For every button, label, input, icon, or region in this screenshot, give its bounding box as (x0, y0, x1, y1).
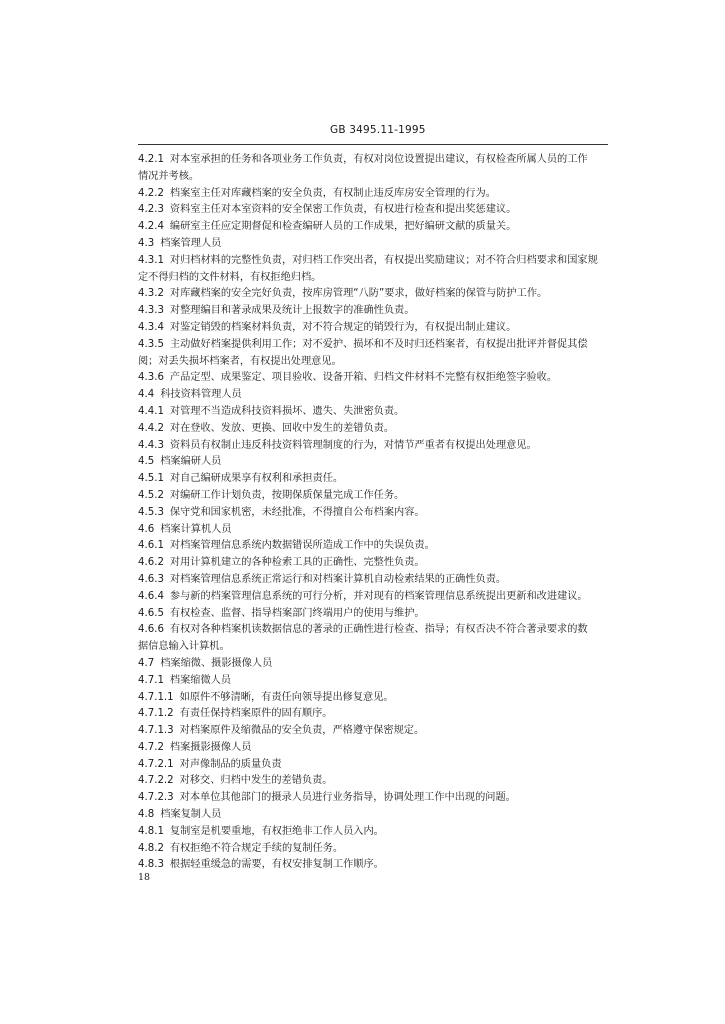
text-line (138, 169, 608, 186)
text-line (138, 555, 608, 572)
clause-text: 对移交、归档中发生的差错负责。 (179, 775, 333, 787)
clause-number: 4.3.5 (138, 338, 164, 350)
clause-number: 4.7.1 (138, 674, 164, 686)
clause-text: 参与新的档案管理信息系统的可行分析，并对现有的档案管理信息系统提出更新和改进建议。 (169, 590, 588, 602)
clause-text: 对编研工作计划负责，按期保质保量完成工作任务。 (169, 489, 405, 501)
clause-number: 4.3.6 (138, 372, 164, 384)
text-line (138, 303, 608, 320)
text-line (138, 824, 608, 841)
text-line (138, 236, 608, 253)
page-header: GB 3495.11-1995 (330, 124, 426, 136)
clause-text: 有权拒绝不符合规定手续的复制任务。 (169, 842, 344, 854)
clause-text: 对用计算机建立的各种检索工具的正确性、完整性负责。 (169, 557, 425, 569)
text-line (138, 488, 608, 505)
text-line (138, 522, 608, 539)
clause-number: 4.6.2 (138, 557, 164, 569)
clause-text: 对档案管理信息系统正常运行和对档案计算机自动检索结果的正确性负责。 (169, 573, 507, 585)
clause-number: 4.2.1 (138, 154, 164, 165)
text-line (138, 790, 608, 807)
clause-text: 定不得归档的文件材料，有权拒绝归档。 (138, 271, 322, 283)
text-line (138, 572, 608, 589)
text-line (138, 857, 608, 874)
text-line (138, 152, 608, 169)
clause-number: 4.7.2 (138, 741, 164, 753)
text-line (138, 807, 608, 824)
text-line (138, 202, 608, 219)
text-line (138, 421, 608, 438)
clause-text: 有权对各种档案机读数据信息的著录的正确性进行检查、指导；有权否决不符合著录要求的数 (169, 624, 588, 636)
clause-number: 4.5 (138, 456, 155, 468)
clause-number: 4.3.4 (138, 321, 164, 333)
clause-text: 复制室是机要重地，有权拒绝非工作人员入内。 (169, 825, 384, 837)
text-line (138, 186, 608, 203)
clause-text: 科技资料管理人员 (160, 389, 242, 401)
text-line (138, 320, 608, 337)
clause-text: 保守党和国家机密，未经批准，不得擅自公布档案内容。 (169, 506, 425, 518)
clause-number: 4.3 (138, 237, 155, 249)
text-line (138, 370, 608, 387)
clause-number: 4.7.1.2 (138, 708, 174, 720)
clause-number: 4.6.4 (138, 590, 164, 602)
clause-text: 有责任保持档案原件的固有顺序。 (179, 708, 333, 720)
text-line (138, 723, 608, 740)
clause-text: 对档案管理信息系统内数据错误所造成工作中的失误负责。 (169, 540, 435, 552)
clause-text: 档案编研人员 (160, 456, 222, 468)
clause-text: 对本单位其他部门的摄录人员进行业务指导，协调处理工作中出现的问题。 (179, 792, 516, 804)
text-line (138, 757, 608, 774)
clause-number: 4.7.2.2 (138, 775, 174, 787)
clause-text: 档案计算机人员 (160, 523, 232, 535)
clause-number: 4.2.3 (138, 204, 164, 216)
clause-number: 4.7.2.3 (138, 792, 174, 804)
text-line (138, 538, 608, 555)
clause-number: 4.8 (138, 809, 155, 821)
text-line (138, 253, 608, 270)
text-line (138, 270, 608, 287)
clause-number: 4.7.2.1 (138, 758, 174, 770)
clause-number: 4.6.3 (138, 573, 164, 585)
clause-text: 对归档材料的完整性负责，对归档工作突出者，有权提出奖励建议；对不符合归档要求和国家规 (169, 254, 598, 266)
clause-text: 据信息输入计算机。 (138, 641, 230, 653)
clause-text: 资料员有权制止违反科技资料管理制度的行为，对情节严重者有权提出处理意见。 (169, 439, 537, 451)
text-line (138, 706, 608, 723)
clause-text: 对声像制品的质量负责 (179, 758, 282, 770)
clause-text: 根据轻重缓急的需要，有权安排复制工作顺序。 (169, 859, 384, 871)
clause-text: 资料室主任对本室资料的安全保密工作负责，有权进行检查和提出奖惩建议。 (169, 204, 517, 216)
clause-number: 4.7.1.1 (138, 691, 174, 703)
clause-number: 4.2.2 (138, 187, 164, 199)
clause-text: 对管理不当造成科技资料损坏、遗失、失泄密负责。 (169, 405, 405, 417)
clause-number: 4.7 (138, 657, 155, 669)
clause-number: 4.4.2 (138, 422, 164, 434)
clause-number: 4.6.5 (138, 607, 164, 619)
clause-number: 4.8.3 (138, 859, 164, 871)
clause-text: 对在登收、发放、更换、回收中发生的差错负责。 (169, 422, 395, 434)
clause-text: 对库藏档案的安全完好负责，按库房管理“八防”要求，做好档案的保管与防护工作。 (169, 288, 548, 300)
text-line (138, 841, 608, 858)
clause-number: 4.3.2 (138, 288, 164, 300)
text-line (138, 471, 608, 488)
text-line (138, 773, 608, 790)
clause-text: 产品定型、成果鉴定、项目验收、设备开箱、归档文件材料不完整有权拒绝签字验收。 (169, 372, 558, 384)
clause-text: 对档案原件及缩微品的安全负责，严格遵守保密规定。 (179, 725, 425, 737)
clause-number: 4.6.6 (138, 624, 164, 636)
clause-text: 如原件不够清晰，有责任向领导提出修复意见。 (179, 691, 394, 703)
header-rule (138, 144, 608, 145)
text-line (138, 639, 608, 656)
clause-text: 编研室主任应定期督促和检查编研人员的工作成果，把好编研文献的质量关。 (169, 221, 517, 233)
clause-text: 档案缩微人员 (169, 674, 232, 686)
clause-text: 档案管理人员 (160, 237, 222, 249)
clause-number: 4.8.1 (138, 825, 164, 837)
text-line (138, 337, 608, 354)
text-line (138, 690, 608, 707)
clause-text: 档案室主任对库藏档案的安全负责，有权制止违反库房安全管理的行为。 (169, 187, 496, 199)
text-line (138, 589, 608, 606)
clause-number: 4.4.3 (138, 439, 164, 451)
text-line (138, 354, 608, 371)
clause-number: 4.7.1.3 (138, 725, 174, 737)
clause-text: 档案摄影摄像人员 (169, 741, 252, 753)
clause-number: 4.2.4 (138, 221, 164, 233)
text-line (138, 622, 608, 639)
text-line (138, 673, 608, 690)
clause-text: 对整理编目和著录成果及统计上报数字的准确性负责。 (169, 305, 415, 317)
clause-text: 对自己编研成果享有权利和承担责任。 (169, 473, 344, 485)
clause-text: 档案缩微、摄影摄像人员 (160, 657, 273, 669)
clause-number: 4.3.3 (138, 305, 164, 317)
text-line (138, 606, 608, 623)
text-line (138, 505, 608, 522)
clause-text: 情况并考核。 (138, 170, 200, 182)
clause-text: 对本室承担的任务和各项业务工作负责，有权对岗位设置提出建议，有权检查所属人员的工作 (169, 154, 588, 165)
text-line (138, 404, 608, 421)
clause-number: 4.5.1 (138, 473, 164, 485)
text-line (138, 286, 608, 303)
clause-number: 4.3.1 (138, 254, 164, 266)
text-line (138, 438, 608, 455)
clause-number: 4.5.2 (138, 489, 164, 501)
clause-text: 档案复制人员 (160, 809, 222, 821)
clause-number: 4.8.2 (138, 842, 164, 854)
clause-text: 对鉴定销毁的档案材料负责，对不符合规定的销毁行为，有权提出制止建议。 (169, 321, 517, 333)
clause-text: 阅；对丢失损坏档案者，有权提出处理意见。 (138, 355, 342, 367)
document-body (138, 152, 608, 874)
clause-text: 主动做好档案提供利用工作；对不爱护、损坏和不及时归还档案者，有权提出批评并督促其偿 (169, 338, 588, 350)
clause-number: 4.5.3 (138, 506, 164, 518)
clause-text: 有权检查、监督、指导档案部门终端用户的使用与维护。 (169, 607, 425, 619)
text-line (138, 387, 608, 404)
page-number: 18 (138, 872, 151, 883)
text-line (138, 740, 608, 757)
text-line (138, 656, 608, 673)
clause-number: 4.6.1 (138, 540, 164, 552)
clause-number: 4.4 (138, 389, 155, 401)
text-line (138, 219, 608, 236)
clause-number: 4.4.1 (138, 405, 164, 417)
text-line (138, 454, 608, 471)
clause-number: 4.6 (138, 523, 155, 535)
